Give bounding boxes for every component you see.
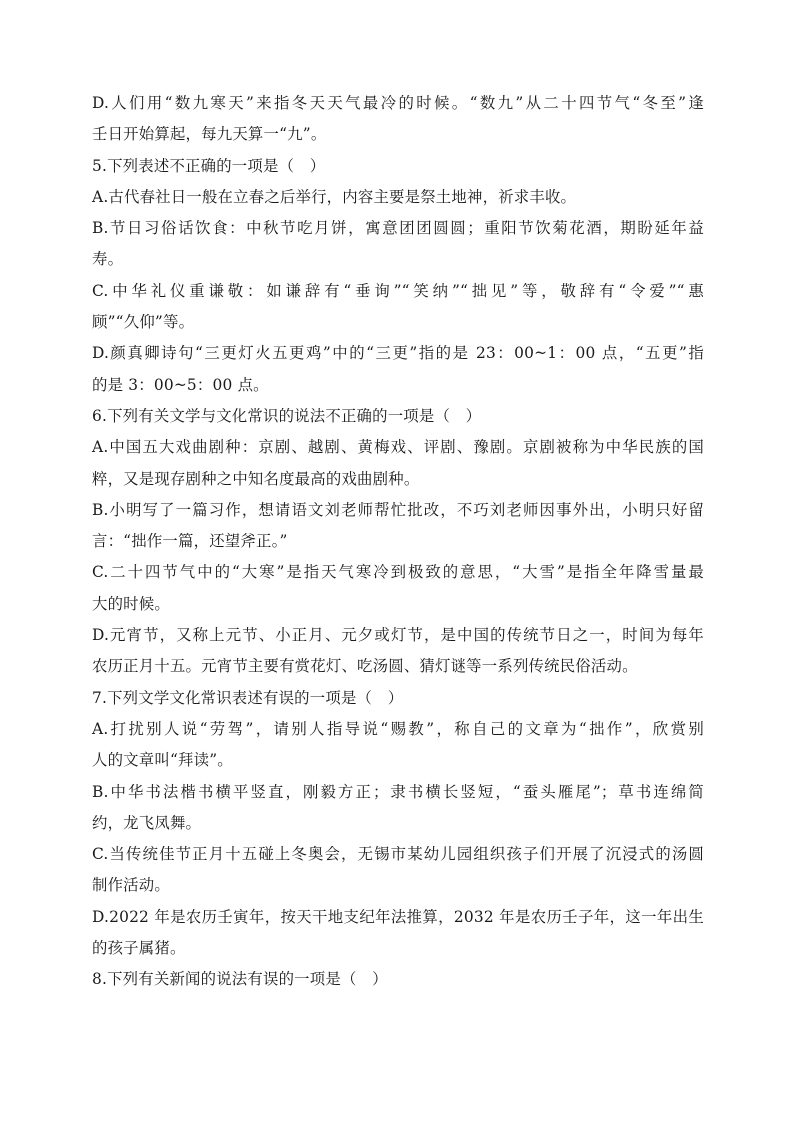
question-6-stem: 6.下列有关文学与文化常识的说法不正确的一项是（ ） — [92, 406, 482, 425]
question-6-option-a-line-1: A.中国五大戏曲剧种：京剧、越剧、黄梅戏、评剧、豫剧。京剧被称为中华民族的国 — [92, 438, 704, 457]
question-6-option-c-line-2: 大的时候。 — [92, 594, 170, 613]
question-5-option-a: A.古代春社日一般在立春之后举行，内容主要是祭土地神，祈求丰收。 — [92, 187, 577, 206]
question-5-stem: 5.下列表述不正确的一项是（ ） — [92, 156, 326, 175]
question-6-option-b-line-1: B.小明写了一篇习作，想请语文刘老师帮忙批改，不巧刘老师因事外出，小明只好留 — [92, 500, 704, 519]
question-5-option-d-line-1: D.颜真卿诗句“三更灯火五更鸡”中的“三更”指的是 23：00~1：00 点，“五更”指 — [92, 344, 704, 363]
question-7-option-d-line-1: D.2022 年是农历壬寅年，按天干地支纪年法推算，2032 年是农历壬子年，这一年出生 — [92, 907, 704, 926]
question-6-option-d-line-2: 农历正月十五。元宵节主要有赏花灯、吃汤圆、猜灯谜等一系列传统民俗活动。 — [92, 657, 638, 676]
question-7-option-d-line-2: 的孩子属猪。 — [92, 939, 186, 958]
question-7-option-b-line-1: B.中华书法楷书横平竖直，刚毅方正；隶书横长竖短，“蚕头雁尾”；草书连绵简 — [92, 782, 704, 801]
document-page — [92, 88, 704, 996]
question-7-option-a-line-2: 人的文章叫“拜读”。 — [92, 751, 233, 770]
question-6-option-a-line-2: 粹，又是现存剧种之中知名度最高的戏曲剧种。 — [92, 469, 420, 488]
question-5-option-d-line-2: 的是 3：00~5：00 点。 — [92, 375, 269, 394]
question-5-option-c-line-2: 顾”“久仰”等。 — [92, 313, 195, 332]
question-7-option-a-line-1: A.打扰别人说“劳驾”，请别人指导说“赐教”，称自己的文章为“拙作”，欣赏别 — [92, 719, 704, 738]
question-5-option-b-line-1: B.节日习俗话饮食：中秋节吃月饼，寓意团团圆圆；重阳节饮菊花酒，期盼延年益 — [92, 219, 704, 238]
question-6-option-c-line-1: C.二十四节气中的“大寒”是指天气寒冷到极致的意思，“大雪”是指全年降雪量最 — [92, 563, 704, 582]
question-7-stem: 7.下列文学文化常识表述有误的一项是（ ） — [92, 688, 404, 707]
question-7-option-c-line-2: 制作活动。 — [92, 876, 170, 895]
question-8-stem: 8.下列有关新闻的说法有误的一项是（ ） — [92, 970, 388, 989]
question-6-option-d-line-1: D.元宵节，又称上元节、小正月、元夕或灯节，是中国的传统节日之一，时间为每年 — [92, 626, 704, 645]
question-7-option-c-line-1: C.当传统佳节正月十五碰上冬奥会，无锡市某幼儿园组织孩子们开展了沉浸式的汤圆 — [92, 845, 704, 864]
text-line-1: D.人们用“数九寒天”来指冬天天气最冷的时候。“数九”从二十四节气“冬至”逢 — [92, 94, 704, 112]
question-5-option-c-line-1: C.中华礼仪重谦敬：如谦辞有“垂询”“笑纳”“拙见”等，敬辞有“令爱”“惠 — [92, 281, 704, 300]
question-7-option-b-line-2: 约，龙飞凤舞。 — [92, 813, 202, 832]
question-5-option-b-line-2: 寿。 — [92, 250, 124, 269]
question-6-option-b-line-2: 言：“拙作一篇，还望斧正。” — [92, 532, 288, 551]
text-line-2: 壬日开始算起，每九天算一“九”。 — [92, 125, 327, 144]
